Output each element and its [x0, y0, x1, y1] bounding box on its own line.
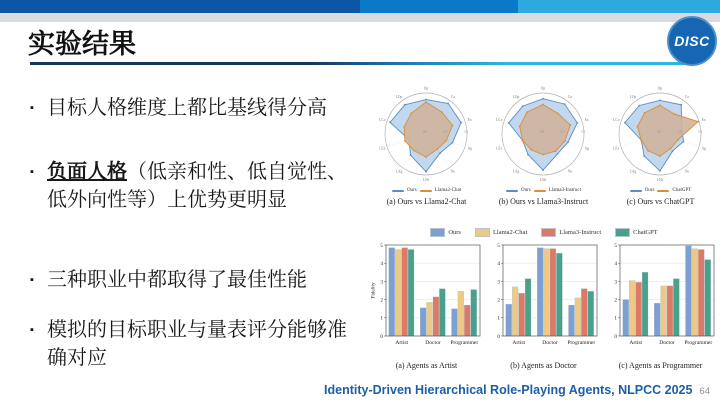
radar-a-legend: [392, 188, 461, 193]
baseline-line-marker-icon: [657, 190, 669, 192]
svg-text:5: 5: [613, 242, 617, 249]
svg-text:LOp: LOp: [395, 95, 403, 100]
bullet-square-icon: ▪: [30, 274, 34, 286]
svg-text:5: 5: [379, 242, 383, 249]
svg-text:Op: Op: [423, 86, 429, 91]
radar-b-legend: [506, 188, 581, 193]
svg-text:Fidelity: Fidelity: [370, 282, 376, 299]
figures-panel: [368, 86, 720, 376]
svg-text:2: 2: [613, 297, 617, 304]
bullet-square-icon: ▪: [30, 324, 34, 336]
bullet-2-text: （低亲和性、低自觉性、低外向性等）上优势更明显: [47, 161, 347, 211]
svg-text:Ne: Ne: [450, 169, 456, 174]
page-title: 实验结果: [28, 29, 136, 59]
bar-a-caption: (a) Agents as Artist: [395, 361, 458, 370]
svg-text:2.5: 2.5: [560, 129, 565, 134]
radar-a-caption: (a) Ours vs Llama2-Chat: [386, 197, 467, 206]
svg-text:LAg: LAg: [395, 169, 403, 174]
svg-text:LOp: LOp: [512, 95, 520, 100]
radar-chart-c-column: [602, 86, 719, 206]
svg-text:Doctor: Doctor: [541, 340, 558, 346]
bullet-4-text: 模拟的目标职业与量表评分能够准确对应: [47, 319, 347, 369]
svg-text:Ag: Ag: [584, 146, 589, 151]
header-strip: [0, 13, 720, 22]
bar-chart-b-column: [485, 240, 602, 370]
svg-text:LCo: LCo: [379, 118, 386, 123]
svg-text:LNe: LNe: [656, 178, 664, 182]
bar-c-caption: (c) Agents as Programmer: [618, 361, 703, 370]
svg-text:Ex: Ex: [701, 118, 706, 123]
svg-text:Programmer: Programmer: [566, 340, 595, 346]
svg-text:4: 4: [496, 261, 500, 268]
baseline-line-marker-icon: [420, 190, 432, 192]
footer: [324, 383, 710, 397]
svg-text:Ex: Ex: [467, 118, 472, 123]
page-number: 64: [699, 386, 710, 397]
bar-chart-c-column: [602, 240, 719, 370]
ours-line-marker-icon: [392, 190, 404, 192]
radar-charts-row: [368, 86, 720, 206]
bar-charts-row: [368, 240, 720, 370]
svg-text:LEx: LEx: [613, 146, 620, 151]
legend-swatch-llama2chat: [475, 228, 490, 237]
svg-text:LNe: LNe: [422, 178, 430, 182]
radar-c-legend: [630, 188, 692, 193]
svg-text:Artist: Artist: [511, 340, 525, 346]
svg-text:5.0: 5.0: [581, 129, 586, 134]
svg-text:LEx: LEx: [379, 146, 386, 151]
svg-text:3: 3: [379, 279, 383, 286]
svg-text:Artist: Artist: [394, 340, 408, 346]
legend-label-baseline: Llama3-Instruct: [548, 188, 581, 193]
svg-text:LNe: LNe: [539, 178, 547, 182]
svg-text:1: 1: [379, 315, 383, 322]
svg-text:Ag: Ag: [467, 146, 472, 151]
svg-text:Ne: Ne: [684, 169, 690, 174]
radar-chart-b-column: [485, 86, 602, 206]
topbar-segment-light: [518, 0, 720, 13]
bar-chart-a: [370, 240, 484, 357]
bullet-1-text: 目标人格维度上都比基线得分高: [47, 97, 327, 119]
legend-swatch-chatgpt: [615, 228, 630, 237]
legend-label-ours: Ours: [406, 188, 417, 193]
svg-text:LCo: LCo: [613, 118, 620, 123]
svg-text:1: 1: [496, 315, 500, 322]
title-underline: [30, 62, 696, 65]
svg-text:Op: Op: [540, 86, 546, 91]
bullet-item-1: [30, 94, 362, 122]
svg-text:5: 5: [496, 242, 500, 249]
baseline-line-marker-icon: [534, 190, 546, 192]
legend-item-chatgpt: ChatGPT: [615, 228, 658, 237]
svg-text:2.5: 2.5: [443, 129, 448, 134]
svg-text:5.0: 5.0: [698, 129, 703, 134]
svg-text:LOp: LOp: [629, 95, 637, 100]
disc-logo-text: DISC: [674, 33, 710, 49]
bullet-3-text: 三种职业中都取得了最佳性能: [47, 269, 307, 291]
svg-text:4: 4: [379, 261, 383, 268]
svg-text:5.0: 5.0: [464, 129, 469, 134]
disc-logo-icon: [667, 16, 717, 66]
bullet-square-icon: ▪: [30, 102, 34, 114]
svg-text:0.0: 0.0: [657, 129, 662, 134]
legend-label-baseline: Llama2-Chat: [434, 188, 462, 193]
svg-text:Artist: Artist: [628, 340, 642, 346]
legend-item-llama2chat: Llama2-Chat: [475, 228, 527, 237]
svg-text:1: 1: [613, 315, 617, 322]
svg-text:Ne: Ne: [567, 169, 573, 174]
radar-chart-b: [486, 86, 601, 187]
radar-chart-a: [369, 86, 484, 187]
bar-chart-b: [487, 240, 601, 357]
legend-swatch-llama3instruct: [541, 228, 556, 237]
topbar-segment-mid: [360, 0, 518, 13]
svg-text:0.0: 0.0: [423, 129, 428, 134]
svg-text:Programmer: Programmer: [683, 340, 712, 346]
svg-text:2: 2: [379, 297, 383, 304]
bar-charts-block: [368, 228, 720, 370]
legend-label-baseline: ChatGPT: [672, 188, 692, 193]
svg-text:Doctor: Doctor: [658, 340, 675, 346]
svg-text:Co: Co: [450, 95, 456, 100]
svg-text:LAg: LAg: [512, 169, 520, 174]
footer-title: Identity-Driven Hierarchical Role-Playing Agents, NLPCC 2025: [324, 383, 693, 397]
bullet-2-lead: 负面人格: [47, 161, 127, 183]
legend-label-ours: Ours: [644, 188, 655, 193]
svg-text:LCo: LCo: [496, 118, 503, 123]
svg-text:Co: Co: [567, 95, 573, 100]
svg-text:LAg: LAg: [629, 169, 637, 174]
svg-text:3: 3: [613, 279, 617, 286]
bullet-item-2: [30, 158, 362, 214]
radar-chart-a-column: [368, 86, 485, 206]
radar-b-caption: (b) Ours vs Llama3-Instruct: [498, 197, 589, 206]
topbar-decoration: [0, 0, 720, 13]
svg-text:0.0: 0.0: [540, 129, 545, 134]
svg-text:Ag: Ag: [701, 146, 706, 151]
svg-text:2: 2: [496, 297, 500, 304]
bar-chart-a-column: [368, 240, 485, 370]
svg-text:2.5: 2.5: [677, 129, 682, 134]
svg-text:Co: Co: [684, 95, 690, 100]
svg-text:Op: Op: [657, 86, 663, 91]
legend-item-llama3instruct: Llama3-Instruct: [541, 228, 601, 237]
legend-label-ours: Ours: [521, 188, 531, 193]
svg-text:3: 3: [496, 279, 500, 286]
radar-c-caption: (c) Ours vs ChatGPT: [626, 197, 695, 206]
bullet-list: [30, 94, 362, 372]
svg-text:Doctor: Doctor: [424, 340, 441, 346]
bar-legend: [368, 228, 720, 237]
legend-swatch-ours: [430, 228, 445, 237]
ours-line-marker-icon: [506, 190, 518, 192]
bar-chart-c: [604, 240, 718, 357]
bullet-item-4: [30, 316, 362, 372]
svg-text:0: 0: [613, 333, 617, 340]
radar-chart-c: [603, 86, 718, 187]
bar-b-caption: (b) Agents as Doctor: [510, 361, 577, 370]
svg-text:0: 0: [379, 333, 383, 340]
svg-text:0: 0: [496, 333, 500, 340]
svg-text:Programmer: Programmer: [449, 340, 478, 346]
svg-text:Ex: Ex: [584, 118, 589, 123]
topbar-segment-dark: [0, 0, 360, 13]
svg-text:LEx: LEx: [496, 146, 503, 151]
bullet-item-3: [30, 266, 362, 294]
bullet-square-icon: ▪: [30, 166, 34, 178]
svg-text:4: 4: [613, 261, 617, 268]
legend-item-ours: Ours: [430, 228, 461, 237]
ours-line-marker-icon: [630, 190, 642, 192]
